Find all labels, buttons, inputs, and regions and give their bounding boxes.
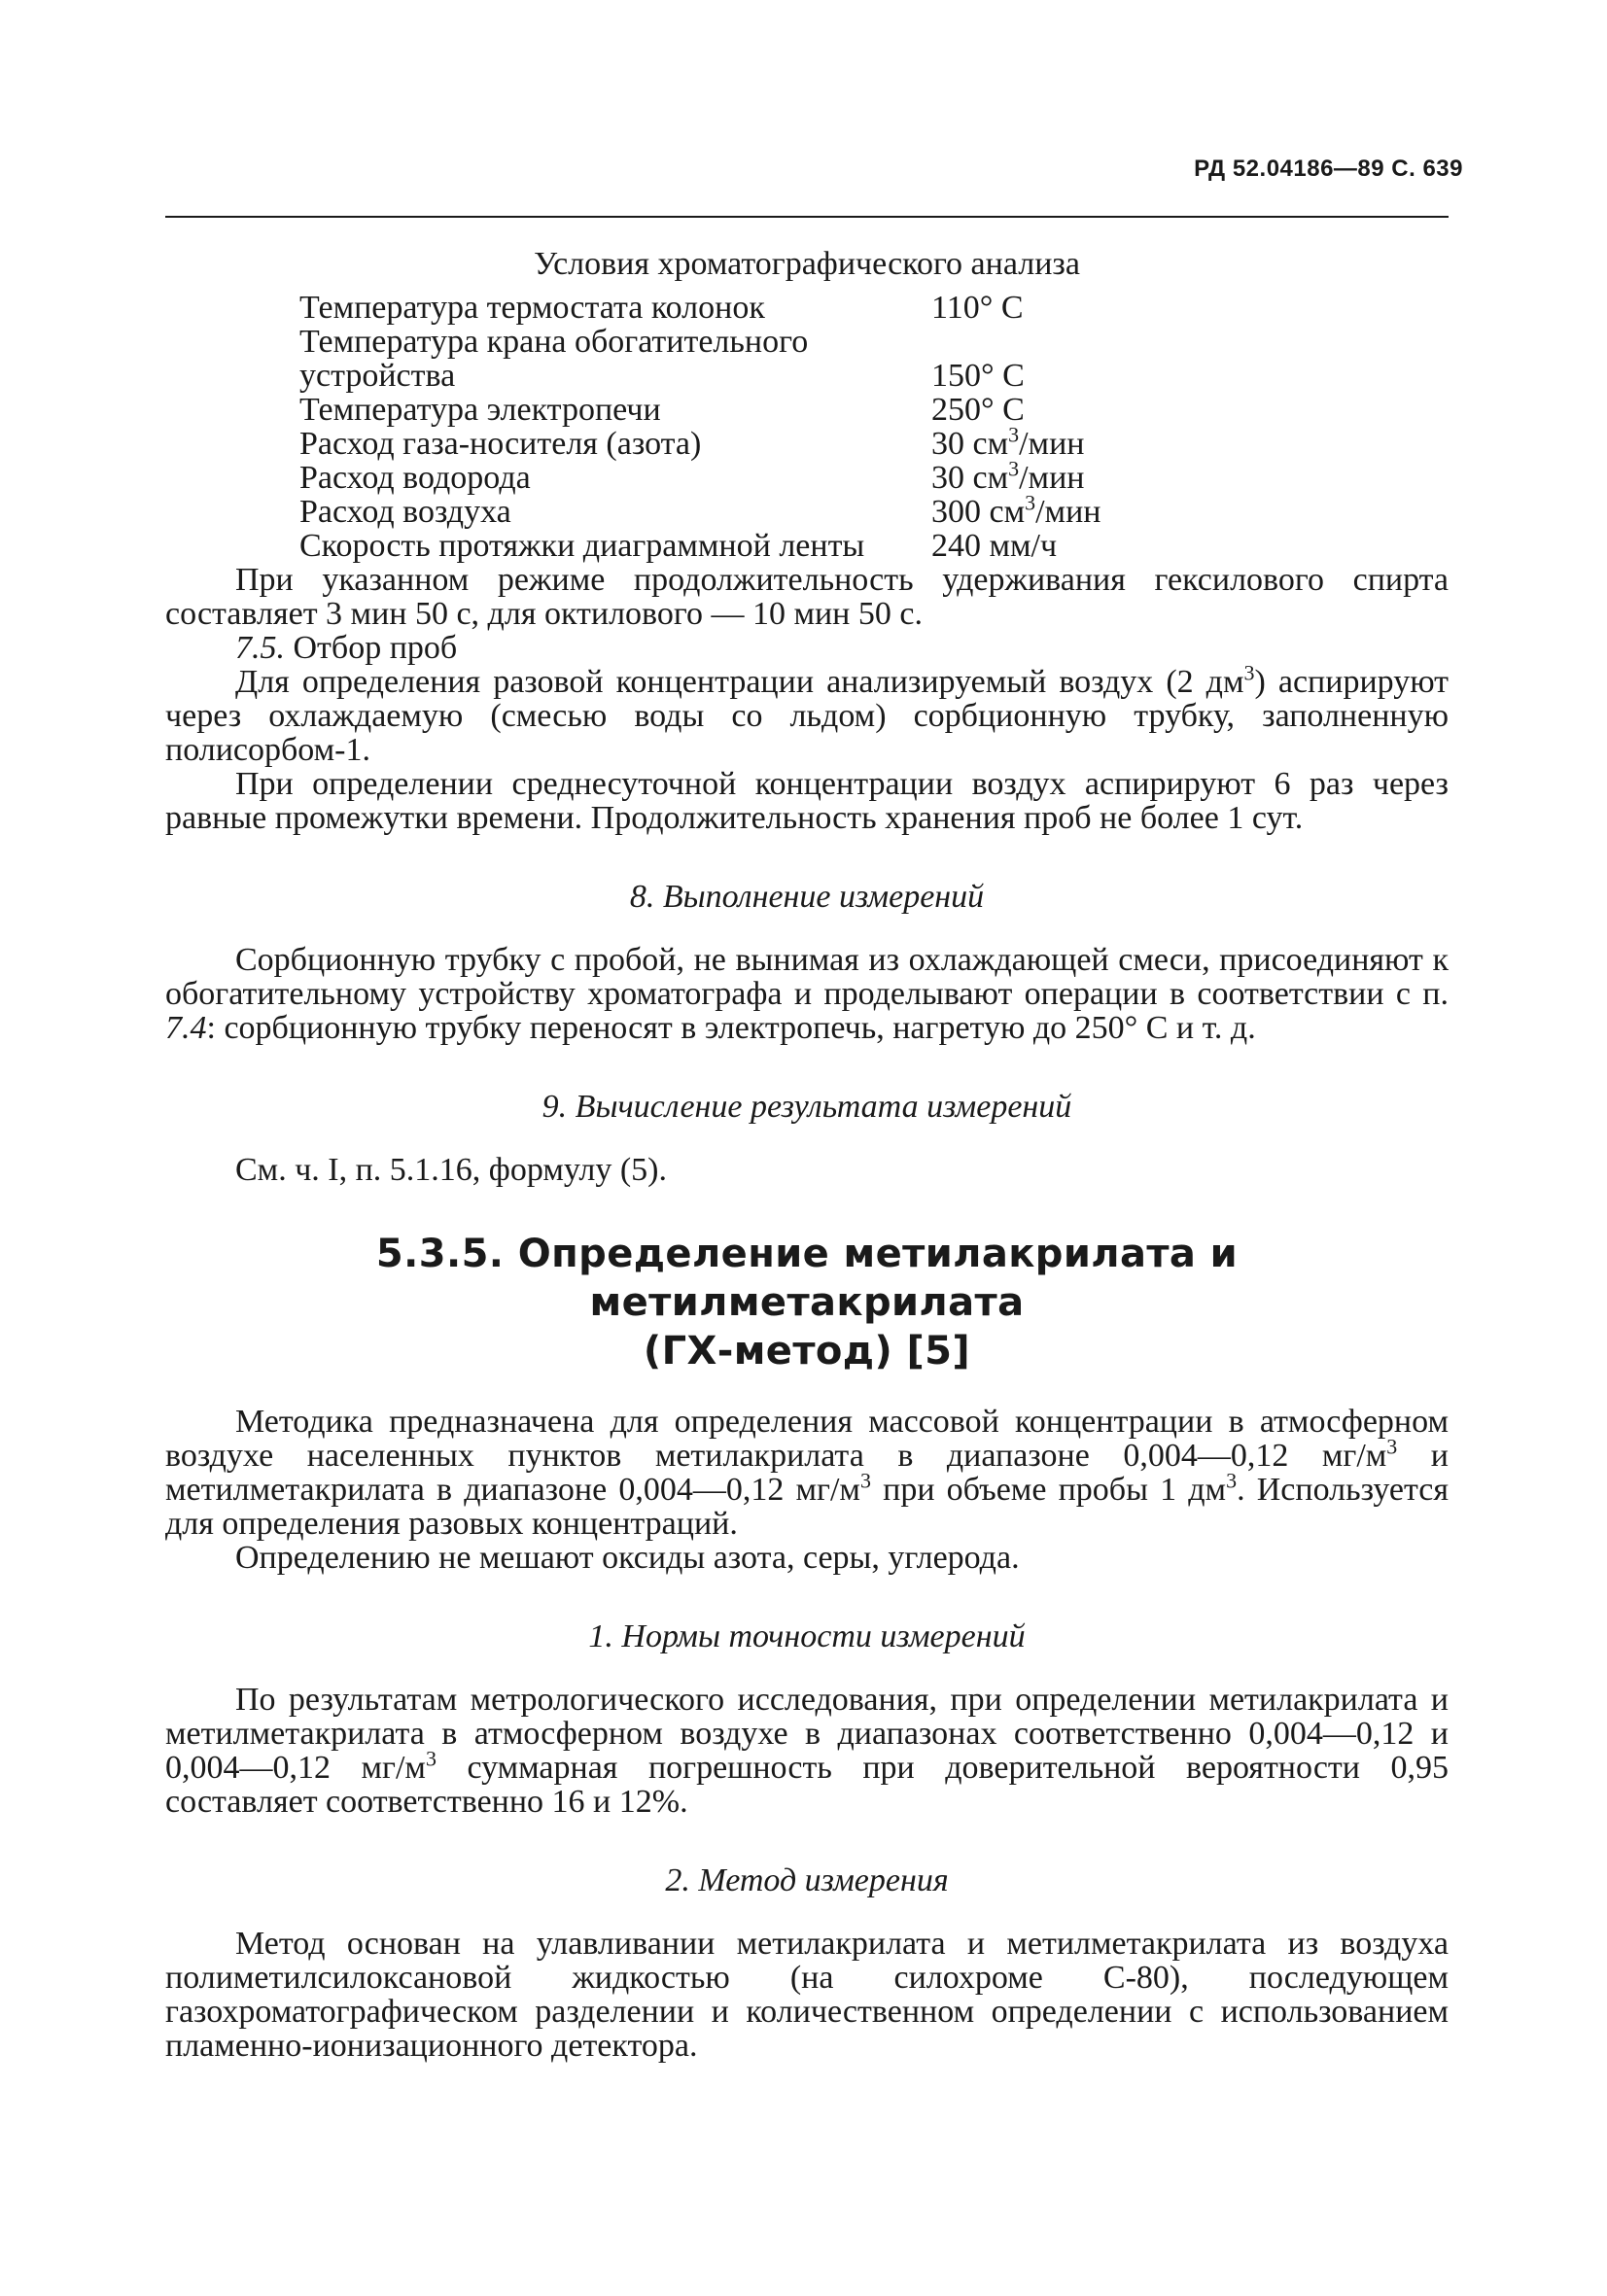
method-intro-paragraph: [165, 1405, 1449, 1541]
condition-value-unit: /мин: [1019, 426, 1085, 462]
method-title-line-1: 5.3.5. Определение метилакрилата и метилметакрилата: [375, 1232, 1239, 1325]
condition-label: Скорость протяжки диаграммной ленты: [299, 528, 865, 564]
condition-label: Температура электропечи: [299, 392, 661, 428]
section-1-sup: 3: [425, 1746, 437, 1771]
condition-value-text: 30 см: [931, 460, 1009, 496]
sampling-paragraph-1: [165, 660, 1450, 768]
section-8-paragraph: [165, 943, 1449, 1045]
section-1-title: 1. Нормы точности измерений: [588, 1618, 1026, 1654]
condition-label: Расход водорода: [299, 460, 531, 496]
condition-value: [931, 422, 1223, 462]
condition-label: устройства: [299, 358, 456, 394]
section-8-text-b: : сорбционную трубку переносят в электропечь, нагретую до 250° С и т. д.: [206, 1010, 1256, 1046]
method-intro-text-c: при объеме пробы 1 дм: [870, 1472, 1227, 1508]
section-2-paragraph: Метод основан на улавливании метилакрилата и метилметакрилата из воздуха полиметилсилоксановой жидкостью (на силохроме С-80), последующем газохроматографическом разделении и количественном определении с использованием пламенно-ионизационного детектора.: [165, 1926, 1449, 2064]
section-8-text-a: Сорбционную трубку с пробой, не вынимая из охлаждающей смеси, присоединяют к обогатительному устройству хроматографа и проделывают операции в соответствии с п.: [165, 942, 1449, 1012]
section-8-title: 8. Выполнение измерений: [629, 879, 985, 915]
method-intro-text-b: и метилметакрилата в диапазоне 0,004—0,12 мг/м: [165, 1438, 1449, 1508]
method-intro-text-d: . Используется для определения разовых концентраций.: [165, 1472, 1449, 1542]
method-intro-sup-1: 3: [1386, 1434, 1398, 1459]
condition-value-text: 250° С: [931, 392, 1025, 428]
conditions-row: [299, 461, 1223, 495]
section-7-5-number: 7.5.: [235, 630, 285, 666]
method-title: [165, 1230, 1449, 1375]
sampling-paragraph-2: При определении среднесуточной концентрации воздух аспирируют 6 раз через равные промежутки времени. Продолжительность хранения проб не более 1 сут.: [165, 766, 1449, 836]
method-interference-paragraph: Определению не мешают оксиды азота, серы, углерода.: [235, 1540, 1020, 1576]
section-7-5-title: Отбор проб: [293, 630, 458, 666]
conditions-row: [299, 291, 1223, 325]
sampling-p1-text-a: Для определения разовой концентрации анализируемый воздух (2 дм: [235, 664, 1244, 700]
section-2-title: 2. Метод измерения: [665, 1862, 949, 1898]
condition-value-unit: /мин: [1019, 460, 1085, 496]
condition-value: [931, 325, 1223, 359]
condition-value: [931, 291, 1223, 325]
conditions-row: [299, 529, 1223, 563]
condition-value-text: 110° С: [931, 290, 1024, 326]
section-9-title: 9. Вычисление результата измерений: [541, 1089, 1072, 1125]
conditions-table: [299, 291, 1223, 563]
conditions-row: [299, 393, 1223, 427]
condition-value: [931, 490, 1223, 530]
condition-value-unit: /мин: [1035, 494, 1101, 530]
condition-label: Расход воздуха: [299, 494, 511, 530]
condition-label: Температура термостата колонок: [299, 290, 765, 326]
section-1-text-a: По результатам метрологического исследования, при определении метилакрилата и метилметакрилата в атмосферном воздухе в диапазонах соответственно 0,004—0,12 и 0,004—0,12 мг/м: [165, 1682, 1449, 1786]
conditions-row: [299, 325, 1223, 359]
conditions-row: [299, 359, 1223, 393]
retention-paragraph: При указанном режиме продолжительность удерживания гексилового спирта составляет 3 мин 50 с, для октилового — 10 мин 50 с.: [165, 562, 1449, 632]
method-intro-sup-3: 3: [1226, 1468, 1238, 1493]
condition-label: Температура крана обогатительного: [299, 324, 809, 360]
page-content: [165, 241, 1449, 2063]
condition-value-sup: 3: [1008, 456, 1020, 481]
condition-value-text: 240 мм/ч: [931, 528, 1058, 564]
section-9-paragraph: См. ч. I, п. 5.1.16, формулу (5).: [235, 1152, 667, 1188]
section-8-ref: 7.4: [165, 1010, 207, 1046]
condition-value: [931, 456, 1223, 496]
header-rule: [165, 216, 1449, 218]
sampling-p1-text-b: ) аспирируют через охлаждаемую (смесью воды со льдом) сорбционную трубку, заполненную полисорбом-1.: [165, 664, 1450, 768]
section-1-paragraph: [165, 1683, 1449, 1819]
method-title-line-2: (ГХ-метод) [5]: [643, 1329, 971, 1374]
conditions-row: [299, 427, 1223, 461]
condition-value-text: 30 см: [931, 426, 1009, 462]
condition-value: [931, 393, 1223, 427]
method-intro-text-a: Методика предназначена для определения массовой концентрации в атмосферном воздухе населенных пунктов метилакрилата в диапазоне 0,004—0,12 мг/м: [165, 1404, 1449, 1474]
condition-value-text: 150° С: [931, 358, 1025, 394]
condition-value: [931, 359, 1223, 393]
sampling-p1-sup: 3: [1243, 660, 1255, 685]
conditions-row: [299, 495, 1223, 529]
section-1-text-b: суммарная погрешность при доверительной вероятности 0,95 составляет соответственно 16 и 12%.: [165, 1750, 1449, 1820]
method-intro-sup-2: 3: [859, 1468, 871, 1493]
conditions-title: Условия хроматографического анализа: [534, 246, 1080, 282]
condition-value: [931, 529, 1223, 563]
condition-label: Расход газа-носителя (азота): [299, 426, 702, 462]
condition-value-sup: 3: [1008, 422, 1020, 447]
running-head: РД 52.04186—89 С. 639: [1194, 156, 1463, 182]
section-7-5-heading: [165, 631, 1449, 665]
condition-value-text: 300 см: [931, 494, 1026, 530]
condition-value-sup: 3: [1025, 490, 1036, 515]
